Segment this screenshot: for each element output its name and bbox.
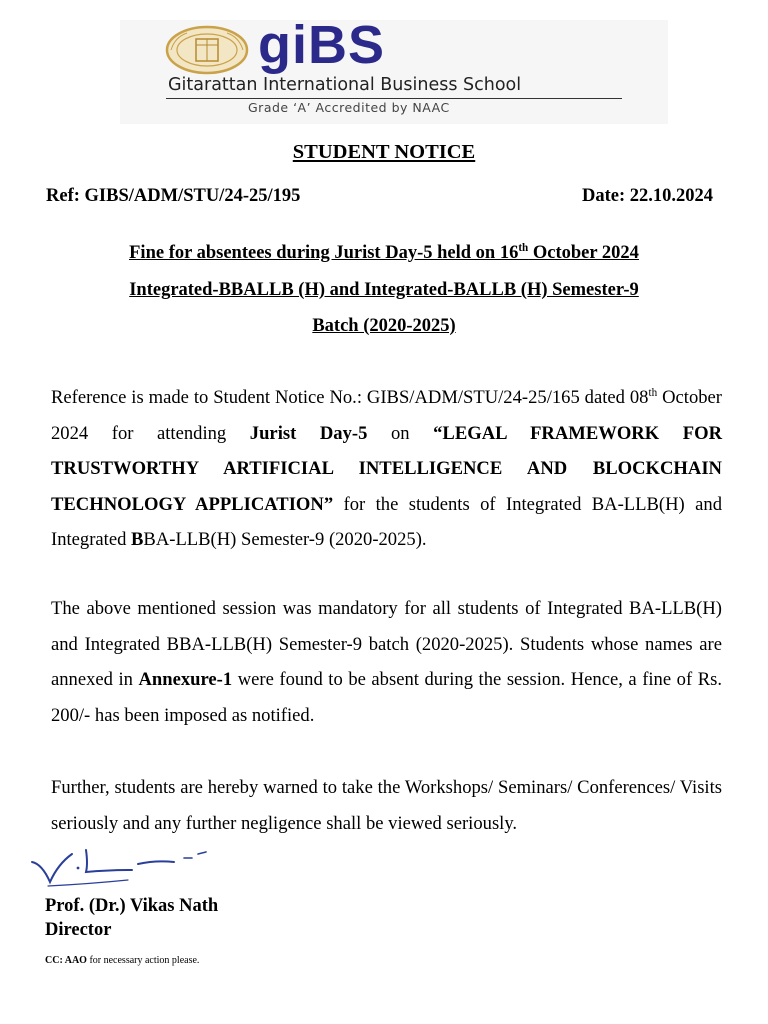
notice-date: Date: 22.10.2024	[581, 186, 713, 206]
event-theme: “LEGAL FRAMEWORK FOR TRUSTWORTHY ARTIFICIAL INTELLIGENCE AND BLOCKCHAIN TECHNOLOGY APPLICATION”	[51, 422, 723, 515]
reference-number: Ref: GIBS/ADM/STU/24-25/195	[46, 186, 301, 206]
subject-line-3	[0, 316, 768, 337]
signatory-designation: Director	[45, 920, 112, 940]
subject-line-1	[0, 243, 768, 264]
event-name: Jurist Day-5	[249, 422, 368, 444]
subject-superscript: th	[518, 241, 529, 254]
paragraph-fine	[51, 591, 722, 733]
signatory-name: Prof. (Dr.) Vikas Nath	[45, 896, 219, 916]
para2-text-1: The above mentioned session was mandatory for all students of Integrated BA-LLB(H) and Integrated BBA-LLB(H) Semester-9 batch (2020-2025). Students whose names are annexed in	[51, 598, 722, 690]
subject-line-3-text: Batch (2020-2025)	[312, 316, 456, 336]
para1-text-2: October 2024 for attending	[51, 387, 722, 444]
para1-bold-letter: B	[131, 529, 144, 550]
paragraph-reference	[51, 380, 722, 558]
para1-text-5: BA-LLB(H) Semester-9 (2020-2025).	[143, 529, 427, 550]
subject-line-1-month: October 2024	[528, 243, 639, 263]
subject-line-2	[0, 280, 768, 301]
para2-text-2: were found to be absent during the session. Hence, a fine of Rs. 200/- has been imposed as notified.	[51, 669, 722, 726]
cc-label: CC: AAO	[45, 955, 87, 966]
annexure-reference: Annexure-1	[138, 669, 233, 690]
para1-text-3: on	[367, 422, 434, 444]
para3-text: Further, students are hereby warned to take the Workshops/ Seminars/ Conferences/ Visits seriously and any further negligence shall be viewed seriously.	[51, 777, 722, 834]
para1-text-1: Reference is made to Student Notice No.: GIBS/ADM/STU/24-25/165 dated 08	[51, 387, 649, 408]
school-name: Gitarattan International Business School	[168, 75, 522, 95]
handwritten-signature	[28, 842, 218, 892]
cc-text: for necessary action please.	[86, 955, 200, 966]
cc-note	[45, 955, 199, 966]
letterhead-divider	[166, 98, 622, 99]
subject-line-2-text: Integrated-BBALLB (H) and Integrated-BALLB (H) Semester-9	[129, 280, 639, 300]
notice-title: STUDENT NOTICE	[292, 141, 476, 163]
para1-superscript: th	[648, 386, 658, 399]
para1-text-4: for the students of Integrated BA-LLB(H) and Integrated	[51, 493, 722, 550]
brand-logotype: giBS	[258, 15, 386, 75]
subject-line-1-text: Fine for absentees during Jurist Day-5 held on 16	[129, 243, 519, 263]
paragraph-warning	[51, 770, 722, 841]
institute-seal-logo	[165, 25, 249, 75]
accreditation-line: Grade ‘A’ Accredited by NAAC	[248, 100, 450, 115]
